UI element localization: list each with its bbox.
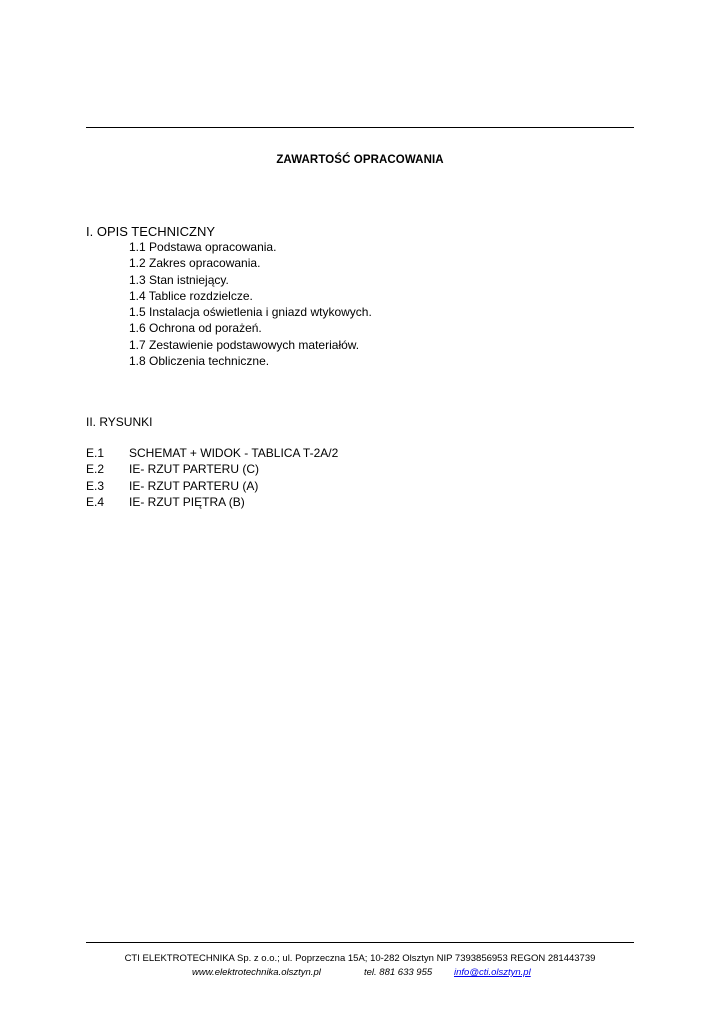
header-divider <box>86 127 634 128</box>
section-heading-drawings: II. RYSUNKI <box>86 415 153 429</box>
drawing-item <box>86 445 486 461</box>
footer-company-info: CTI ELEKTROTECHNIKA Sp. z o.o.; ul. Poprzeczna 15A; 10-282 Olsztyn NIP 7393856953 REGON 281443739 <box>124 953 596 964</box>
toc-item: 1.1 Podstawa opracowania. <box>129 240 277 254</box>
drawing-code: E.1 <box>86 446 105 460</box>
footer-divider <box>86 942 634 943</box>
footer-website: www.elektrotechnika.olsztyn.pl <box>192 967 321 978</box>
drawing-item <box>86 478 486 494</box>
drawing-name: IE- RZUT PARTERU (A) <box>129 478 259 493</box>
technical-description-contents <box>129 239 372 369</box>
drawing-code: E.2 <box>86 462 105 477</box>
drawing-name: SCHEMAT + WIDOK - TABLICA T-2A/2 <box>129 446 339 460</box>
toc-item: 1.5 Instalacja oświetlenia i gniazd wtykowych. <box>129 305 372 320</box>
toc-item: 1.7 Zestawienie podstawowych materiałów. <box>129 337 360 352</box>
toc-item: 1.3 Stan istniejący. <box>129 272 229 287</box>
toc-item: 1.2 Zakres opracowania. <box>129 256 261 271</box>
footer-email-link[interactable]: info@cti.olsztyn.pl <box>454 967 531 978</box>
toc-item: 1.6 Ochrona od porażeń. <box>129 321 262 336</box>
drawing-name: IE- RZUT PIĘTRA (B) <box>129 494 245 509</box>
toc-item: 1.4 Tablice rozdzielcze. <box>129 288 253 303</box>
footer-phone: tel. 881 633 955 <box>364 967 433 978</box>
drawing-item <box>86 494 486 510</box>
drawing-code: E.3 <box>86 478 105 493</box>
toc-item: 1.8 Obliczenia techniczne. <box>129 354 270 369</box>
drawing-name: IE- RZUT PARTERU (C) <box>129 462 260 477</box>
document-title: ZAWARTOŚĆ OPRACOWANIA <box>276 154 444 166</box>
section-heading-technical-description: I. OPIS TECHNICZNY <box>86 224 216 239</box>
drawing-item <box>86 461 486 477</box>
drawings-list <box>86 445 486 510</box>
drawing-code: E.4 <box>86 494 105 509</box>
